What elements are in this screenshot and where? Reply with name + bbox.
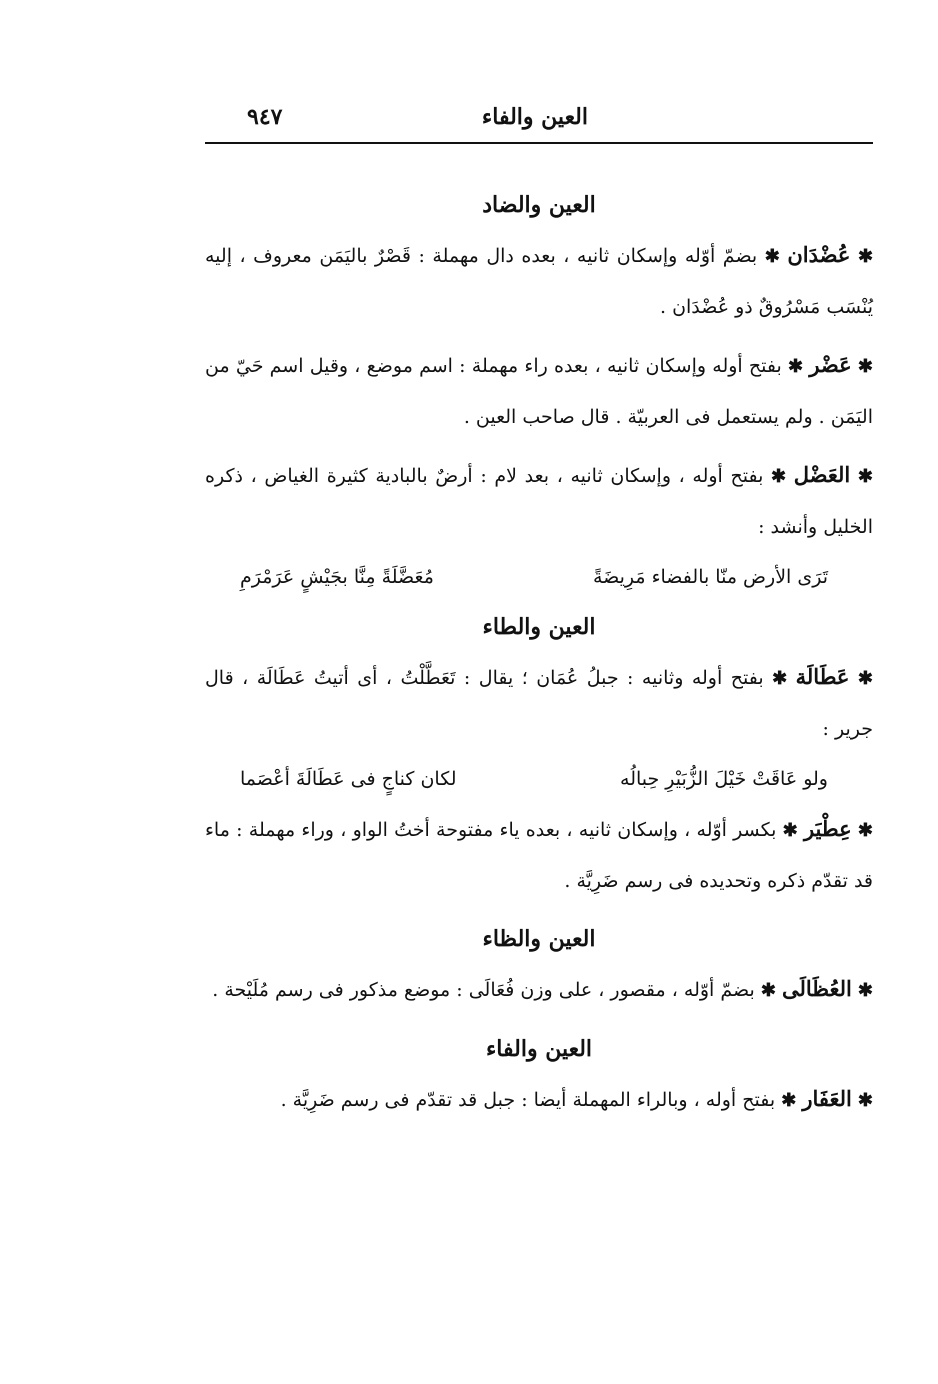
- page-number: ٩٤٧: [247, 104, 283, 130]
- verse-first-hemistich: ولو عَاقَتْ خَيْلَ الزُّبَيْرِ حِبالُه: [620, 768, 828, 790]
- entry-itayr: [205, 804, 873, 906]
- asterisk-ornament: ✱: [857, 1090, 873, 1111]
- poetry-verse: [205, 754, 873, 804]
- entry-text: بضمّ أوّله ، مقصور ، على وزن فُعَالَى : موضع مذكور فى رسم مُلَيْحة .: [212, 979, 755, 1001]
- asterisk-ornament: ✱: [788, 356, 804, 377]
- page-header: [205, 100, 873, 144]
- entry-adhr: [205, 340, 873, 442]
- section-heading-ain-dad: العين والضاد: [482, 192, 596, 218]
- asterisk-ornament: ✱: [857, 466, 873, 487]
- entry-text: بفتح أوله وثانيه : جبلُ عُمَان ؛ يقال : تَعَطَّلْتُ ، أى أتيتُ عَطَالَة ، قال جرير :: [205, 667, 873, 740]
- running-title: العين والفاء: [481, 104, 588, 130]
- asterisk-ornament: ✱: [760, 980, 776, 1001]
- asterisk-ornament: ✱: [782, 820, 798, 841]
- asterisk-ornament: ✱: [857, 980, 873, 1001]
- entry-text: بفتح أوله وإسكان ثانيه ، بعده راء مهملة : اسم موضع ، وقيل اسم حَيّ من اليَمَن . ولم يستعمل فى العربيّة . قال صاحب العين .: [205, 355, 873, 428]
- headword: عَضْر: [809, 352, 852, 377]
- verse-first-hemistich: تَرَى الأرض منّا بالفضاء مَرِيضَةً: [592, 566, 828, 588]
- entry-udhdan: [205, 230, 873, 332]
- section-heading-ain-ta: العين والطاء: [482, 614, 596, 640]
- headword: العَضْل: [793, 462, 851, 487]
- asterisk-ornament: ✱: [857, 820, 873, 841]
- headword: العُظَالَى: [781, 976, 852, 1001]
- entry-al-afar: [205, 1074, 873, 1126]
- entry-al-adhl: [205, 450, 873, 552]
- section-heading-ain-fa: العين والفاء: [485, 1036, 593, 1062]
- entry-text: بكسر أوّله ، وإسكان ثانيه ، بعده ياء مفتوحة أختُ الواو ، وراء مهملة : ماء قد تقدّم ذكره وتحديده فى رسم ضَرِيَّة .: [205, 819, 873, 892]
- headword: العَفَار: [802, 1086, 852, 1111]
- verse-second-hemistich: مُعَضَّلَةً مِنَّا بجَيْشٍ عَرَمْرَمِ: [240, 566, 434, 588]
- page-body: [205, 180, 873, 1126]
- headword: عَطَالَة: [795, 664, 850, 689]
- asterisk-ornament: ✱: [857, 668, 874, 689]
- entry-text: بضمّ أوّله وإسكان ثانيه ، بعده دال مهملة : قَصْرٌ باليَمَن معروف ، إليه يُنْسَب مَسْرُوقٌ ذو عُضْدَان .: [205, 245, 873, 318]
- verse-second-hemistich: لكان كناجٍ فى عَطَالَةَ أعْصَما: [240, 768, 457, 790]
- headword: عِطْيَر: [803, 816, 852, 841]
- asterisk-ornament: ✱: [764, 246, 780, 267]
- entry-atala: [205, 652, 873, 754]
- asterisk-ornament: ✱: [857, 356, 873, 377]
- asterisk-ornament: ✱: [772, 668, 788, 689]
- poetry-verse: [205, 552, 873, 602]
- entry-text: بفتح أوله ، وإسكان ثانيه ، بعد لام : أرضٌ بالبادية كثيرة الغياض ، ذكره الخليل وأنشد :: [205, 465, 873, 538]
- asterisk-ornament: ✱: [781, 1090, 797, 1111]
- entry-al-uzala: [205, 964, 873, 1016]
- asterisk-ornament: ✱: [857, 246, 874, 267]
- asterisk-ornament: ✱: [771, 466, 787, 487]
- entry-text: بفتح أوله ، وبالراء المهملة أيضا : جبل قد تقدّم فى رسم ضَرِيَّة .: [280, 1089, 776, 1111]
- section-heading-ain-za: العين والظاء: [482, 926, 596, 952]
- headword: عُضْدَان: [787, 242, 851, 267]
